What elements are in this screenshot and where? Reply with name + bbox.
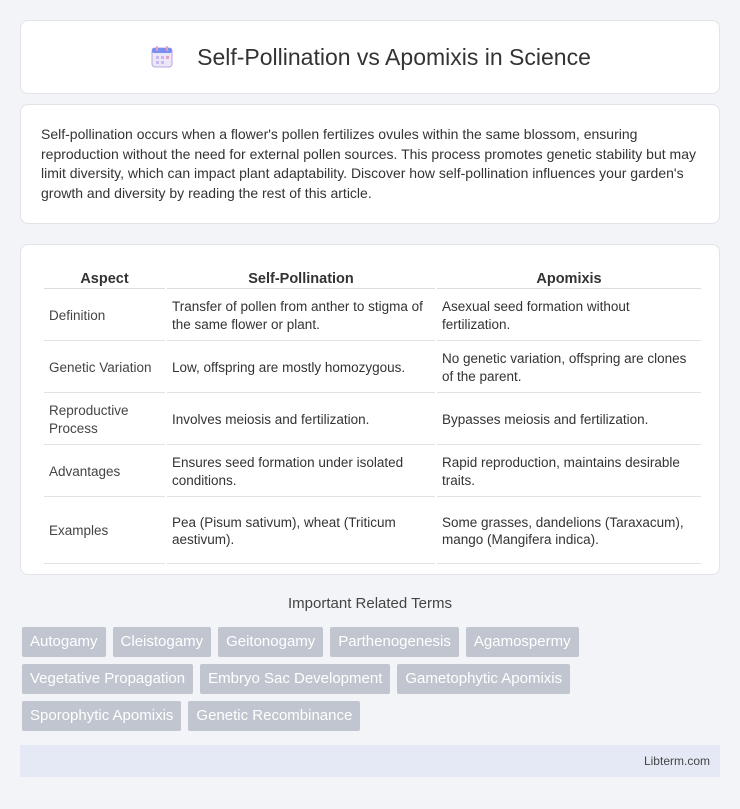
page-title: Self-Pollination vs Apomixis in Science <box>197 43 591 70</box>
term-tag[interactable]: Genetic Recombinance <box>188 701 360 731</box>
table-row <box>44 395 701 445</box>
intro-text: Self-pollination occurs when a flower's pollen fertilizes ovules within the same blossom, ensuring reproduction without the need for external pollen sources. This process promotes genetic stability but may limit diversity, which can impact plant adaptability. Discover how self-pollination influences your garden's growth and diversity by reading the rest of this article. <box>41 126 696 201</box>
table-cell: Reproductive Process <box>44 395 165 445</box>
related-terms-list <box>22 627 722 738</box>
table-row <box>44 499 701 564</box>
table-cell: Pea (Pisum sativum), wheat (Triticum aestivum). <box>167 499 435 564</box>
term-tag[interactable]: Vegetative Propagation <box>22 664 193 694</box>
table-cell: Ensures seed formation under isolated conditions. <box>167 447 435 497</box>
term-tag[interactable]: Sporophytic Apomixis <box>22 701 181 731</box>
table-row <box>44 447 701 497</box>
header-aspect: Aspect <box>44 267 165 289</box>
table-cell: Bypasses meiosis and fertilization. <box>437 395 701 445</box>
table-cell: Definition <box>44 291 165 341</box>
table-cell: Genetic Variation <box>44 343 165 393</box>
table-cell: Asexual seed formation without fertilization. <box>437 291 701 341</box>
header-self-pollination: Self-Pollination <box>167 267 435 289</box>
table-cell: Involves meiosis and fertilization. <box>167 395 435 445</box>
term-tag[interactable]: Autogamy <box>22 627 106 657</box>
related-terms-title: Important Related Terms <box>288 595 452 612</box>
table-row <box>44 343 701 393</box>
table-cell: Examples <box>44 499 165 564</box>
term-tag[interactable]: Parthenogenesis <box>330 627 459 657</box>
footer-site-link[interactable]: Libterm.com <box>643 754 710 768</box>
term-tag[interactable]: Cleistogamy <box>113 627 212 657</box>
table-cell: Some grasses, dandelions (Taraxacum), mango (Mangifera indica). <box>437 499 701 564</box>
table-cell: Rapid reproduction, maintains desirable traits. <box>437 447 701 497</box>
table-cell: No genetic variation, offspring are clones of the parent. <box>437 343 701 393</box>
term-tag[interactable]: Embryo Sac Development <box>200 664 390 694</box>
comparison-table-card <box>20 244 720 575</box>
header-apomixis: Apomixis <box>437 267 701 289</box>
term-tag[interactable]: Agamospermy <box>466 627 579 657</box>
term-tag[interactable]: Geitonogamy <box>218 627 323 657</box>
footer <box>20 745 720 777</box>
header-card <box>20 20 720 94</box>
table-row <box>44 291 701 341</box>
calendar-icon <box>149 44 175 70</box>
table-cell: Advantages <box>44 447 165 497</box>
table-header-row <box>44 267 701 289</box>
comparison-table <box>42 265 703 566</box>
intro-card <box>20 104 720 224</box>
table-cell: Low, offspring are mostly homozygous. <box>167 343 435 393</box>
term-tag[interactable]: Gametophytic Apomixis <box>397 664 570 694</box>
table-cell: Transfer of pollen from anther to stigma of the same flower or plant. <box>167 291 435 341</box>
